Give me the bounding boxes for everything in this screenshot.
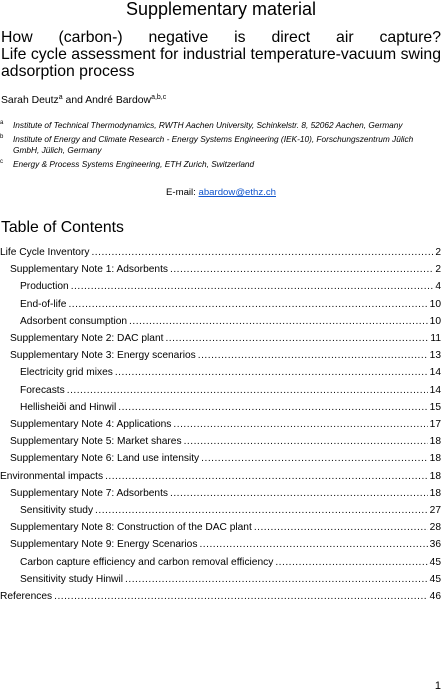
- toc-entry-page: 14: [429, 384, 441, 396]
- toc-leader-dots: [173, 418, 427, 432]
- toc-entry[interactable]: [0, 556, 442, 570]
- toc-entry-page: 17: [429, 419, 441, 430]
- author-affil-mark: a,b,c: [151, 94, 167, 101]
- affiliation-text: Institute of Technical Thermodynamics, RWTH Aachen University, Schinkelstr. 8, 52062 Aachen, Germany: [13, 120, 403, 130]
- toc-entry[interactable]: [0, 418, 442, 432]
- affiliation-item: [0, 120, 440, 131]
- toc-entry-label: Supplementary Note 8: Construction of the DAC plant: [10, 522, 252, 534]
- toc-entry[interactable]: [0, 366, 442, 380]
- toc-entry-label: Electricity grid mixes: [20, 367, 113, 379]
- toc-leader-dots: [68, 298, 427, 312]
- toc-entry[interactable]: [0, 246, 442, 260]
- toc-entry[interactable]: [0, 435, 442, 449]
- toc-entry-label: Supplementary Note 1: Adsorbents: [10, 264, 169, 276]
- page-number: 1: [434, 680, 441, 692]
- toc-entry-page: 27: [429, 505, 441, 516]
- toc-entry-page: 28: [429, 522, 441, 534]
- toc-entry-label: Production: [20, 281, 69, 293]
- toc-entry-page: 10: [429, 298, 441, 310]
- toc-entry-page: 18: [429, 487, 441, 499]
- email-label: E-mail:: [166, 187, 199, 198]
- toc-leader-dots: [170, 263, 433, 277]
- toc-entry-page: 13: [429, 350, 441, 362]
- toc-leader-dots: [199, 538, 427, 552]
- toc-entry-page: 4: [435, 281, 441, 293]
- toc-entry[interactable]: [0, 332, 442, 346]
- toc-entry[interactable]: [0, 263, 442, 277]
- toc-leader-dots: [54, 590, 428, 604]
- toc-leader-dots: [165, 332, 428, 346]
- affiliation-text: GmbH, Jülich, Germany: [13, 145, 102, 155]
- toc-leader-dots: [71, 280, 434, 294]
- toc-entry-page: 18: [429, 436, 441, 448]
- toc-entry[interactable]: [0, 349, 442, 363]
- toc-entry[interactable]: [0, 521, 442, 535]
- toc-entry-label: Supplementary Note 4: Applications: [10, 419, 172, 430]
- toc-entry-page: 45: [429, 573, 441, 585]
- toc-leader-dots: [275, 556, 427, 570]
- toc-entry-page: 10: [429, 315, 441, 327]
- toc-entry[interactable]: [0, 315, 442, 329]
- author-joiner: and: [62, 95, 86, 106]
- author-affil-mark: a: [58, 94, 63, 101]
- toc-entry-label: Supplementary Note 2: DAC plant: [10, 333, 164, 344]
- toc-entry-page: 46: [429, 591, 441, 602]
- toc-entry[interactable]: [0, 384, 442, 398]
- affiliation-item: [0, 134, 440, 156]
- affiliation-mark: c: [0, 159, 3, 165]
- toc-entry-page: 18: [429, 453, 441, 465]
- toc-entry[interactable]: [0, 280, 442, 294]
- email-link[interactable]: abardow@ethz.ch: [198, 187, 276, 198]
- affiliation-item: [0, 159, 440, 170]
- toc-entry[interactable]: [0, 298, 442, 312]
- toc-entry-page: 2: [435, 247, 441, 258]
- toc-leader-dots: [184, 435, 428, 449]
- toc-entry-page: 15: [429, 401, 441, 413]
- toc-entry[interactable]: [0, 573, 442, 587]
- affiliation-text: Institute of Energy and Climate Research - Energy Systems Engineering (IEK-10), Forschungszentrum Jülich: [13, 134, 414, 144]
- toc-entry-label: References: [0, 591, 53, 602]
- toc-entry[interactable]: [0, 452, 442, 466]
- paper-title-line: Life cycle assessment for industrial temperature-vacuum swing: [1, 46, 441, 63]
- paper-title-line: adsorption process: [1, 63, 135, 80]
- toc-leader-dots: [198, 349, 428, 363]
- toc-leader-dots: [115, 366, 428, 380]
- toc-leader-dots: [129, 315, 428, 329]
- toc-entry[interactable]: [0, 470, 442, 484]
- toc-entry-page: 36: [429, 539, 441, 551]
- toc-entry-label: Supplementary Note 5: Market shares: [10, 436, 182, 448]
- toc-entry[interactable]: [0, 590, 442, 604]
- toc-leader-dots: [105, 470, 428, 484]
- author-name: André Bardow: [85, 95, 152, 106]
- toc-entry-label: Supplementary Note 3: Energy scenarios: [10, 350, 196, 362]
- toc-entry-label: End-of-life: [20, 298, 67, 310]
- toc-entry-page: 18: [429, 470, 441, 482]
- paper-title-line: How (carbon-) negative is direct air capture?: [1, 29, 441, 46]
- toc-entry-label: Adsorbent consumption: [20, 315, 128, 327]
- toc-entry-label: Supplementary Note 9: Energy Scenarios: [10, 539, 198, 551]
- toc-entry-label: Environmental impacts: [0, 470, 104, 482]
- toc-leader-dots: [254, 521, 428, 535]
- affiliation-mark: a: [0, 120, 4, 126]
- toc-entry-page: 45: [429, 556, 441, 568]
- contact-email: [0, 187, 442, 198]
- affiliation-text: Energy & Process Systems Engineering, ETH Zurich, Switzerland: [13, 159, 255, 169]
- toc-entry[interactable]: [0, 487, 442, 501]
- toc-leader-dots: [91, 246, 433, 260]
- author-name: Sarah Deutz: [1, 95, 59, 106]
- toc-entry[interactable]: [0, 538, 442, 552]
- toc-entry-label: Life Cycle Inventory: [0, 247, 90, 258]
- toc-entry-label: Supplementary Note 7: Adsorbents: [10, 487, 169, 499]
- toc-entry-page: 2: [435, 264, 441, 276]
- toc-entry-label: Carbon capture efficiency and carbon removal efficiency: [20, 556, 274, 568]
- toc-entry-label: Forecasts: [20, 384, 65, 396]
- toc-leader-dots: [125, 573, 428, 587]
- toc-leader-dots: [118, 401, 427, 415]
- toc-entry[interactable]: [0, 504, 442, 518]
- affiliation-mark: b: [0, 134, 4, 140]
- author-list: [1, 94, 166, 108]
- toc-entry-label: Sensitivity study: [20, 505, 94, 516]
- toc-entry[interactable]: [0, 401, 442, 415]
- toc-leader-dots: [95, 504, 428, 518]
- toc-leader-dots: [67, 384, 428, 398]
- toc-entry-label: Hellisheiði and Hinwil: [20, 401, 117, 413]
- toc-entry-label: Sensitivity study Hinwil: [20, 573, 124, 585]
- paper-title: [1, 29, 441, 80]
- toc-heading: Table of Contents: [1, 219, 124, 236]
- toc-entry-page: 14: [429, 367, 441, 379]
- toc-leader-dots: [201, 452, 428, 466]
- toc-entry-label: Supplementary Note 6: Land use intensity: [10, 453, 200, 465]
- toc-entry-page: 11: [430, 333, 441, 344]
- document-header: Supplementary material: [125, 0, 317, 19]
- toc-leader-dots: [170, 487, 428, 501]
- affiliation-list: [0, 120, 440, 170]
